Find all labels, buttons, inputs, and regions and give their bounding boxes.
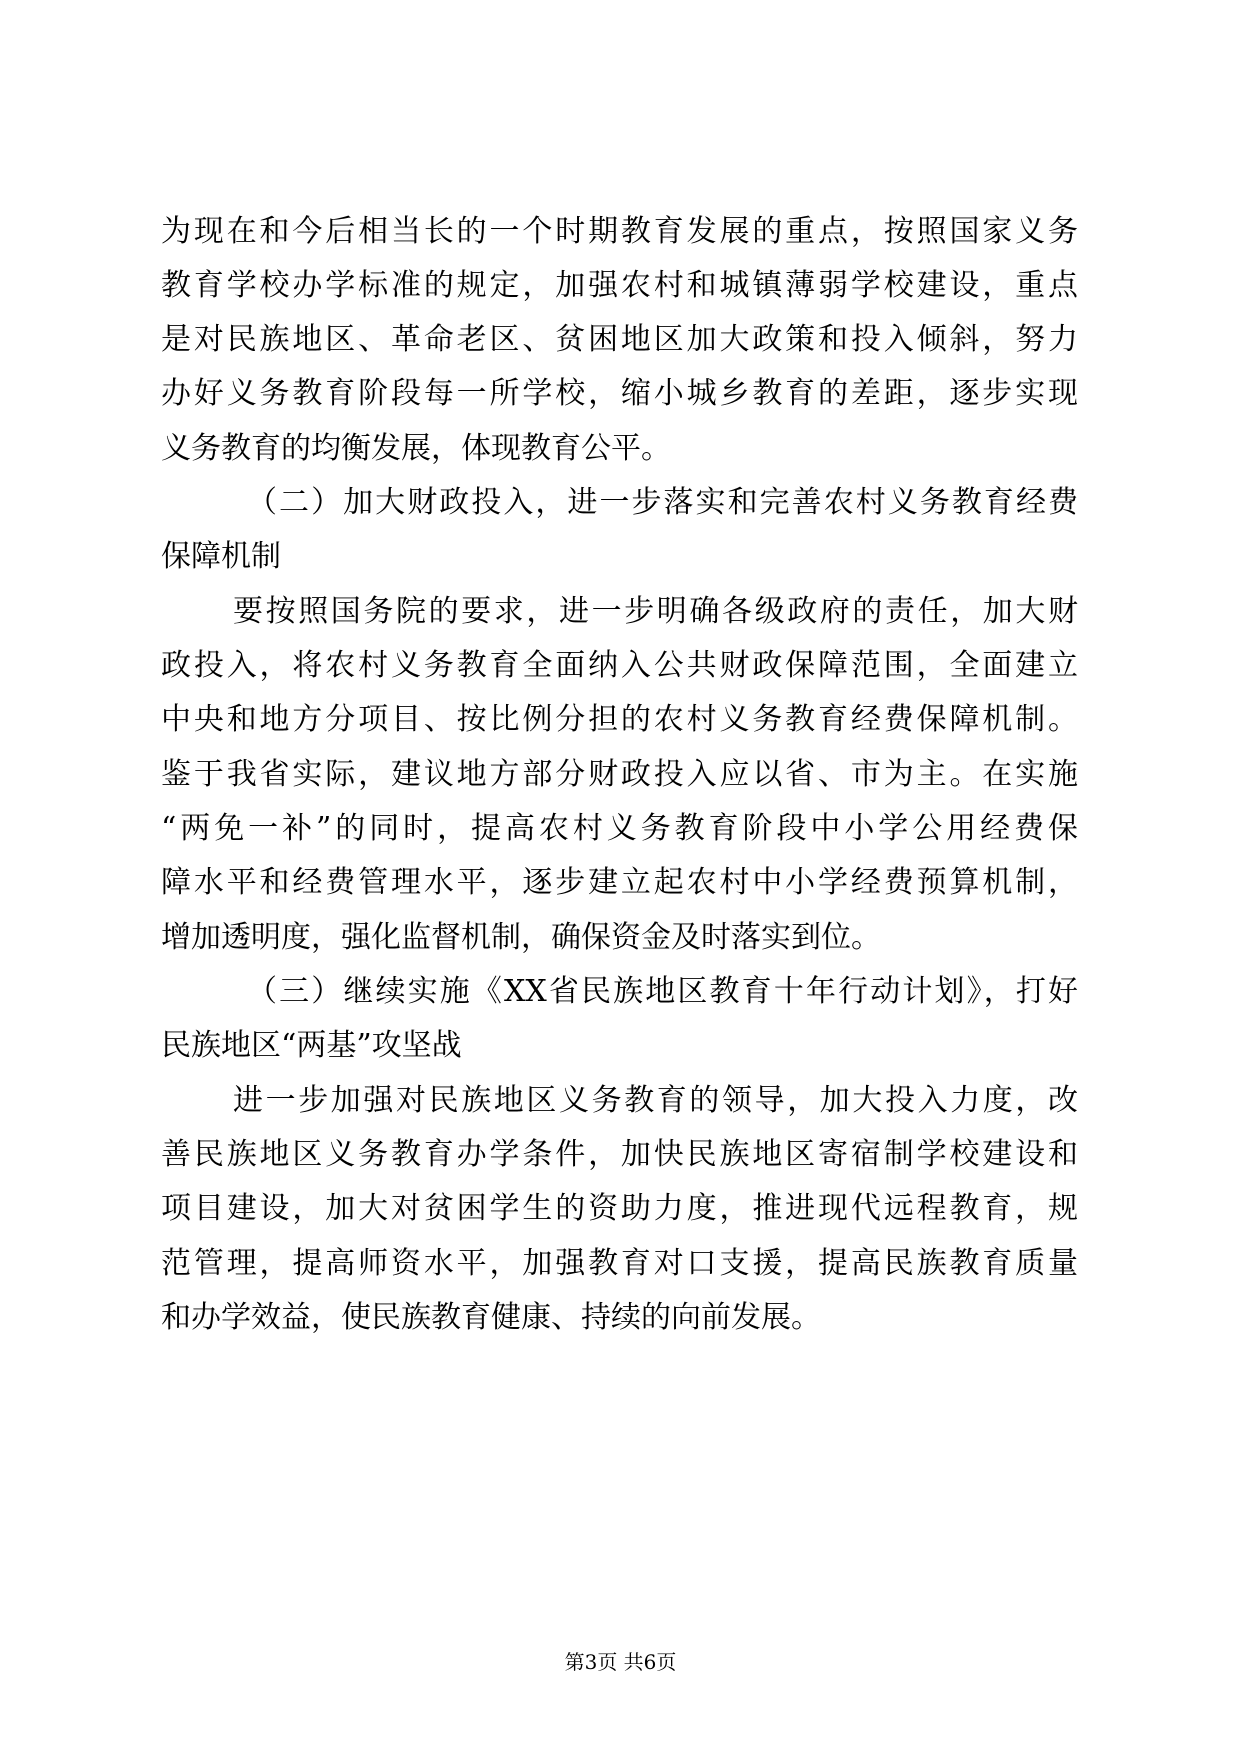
body-text-line: 是对民族地区、革命老区、贫困地区加大政策和投入倾斜，努力 [161,322,1078,357]
body-text-line: 和办学效益，使民族教育健康、持续的向前发展。 [161,1300,821,1335]
body-text-line: 政投入，将农村义务教育全面纳入公共财政保障范围，全面建立 [161,648,1078,683]
section-heading-line: 民族地区“两基”攻坚战 [161,1028,462,1063]
body-text-line: 进一步加强对民族地区义务教育的领导，加大投入力度，改 [233,1083,1078,1118]
body-text-line: 障水平和经费管理水平，逐步建立起农村中小学经费预算机制， [161,865,1078,900]
body-text-line: 善民族地区义务教育办学条件，加快民族地区寄宿制学校建设和 [161,1137,1078,1172]
body-text-line: 项目建设，加大对贫困学生的资助力度，推进现代远程教育，规 [161,1191,1078,1226]
section-heading-line: （三）继续实施《XX省民族地区教育十年行动计划》，打好 [247,974,1078,1009]
body-text-line: 鉴于我省实际，建议地方部分财政投入应以省、市为主。在实施 [161,757,1078,792]
body-text-line: 增加透明度，强化监督机制，确保资金及时落实到位。 [161,920,881,955]
body-text-line: 要按照国务院的要求，进一步明确各级政府的责任，加大财 [233,594,1078,629]
body-text-line: “两免一补”的同时，提高农村义务教育阶段中小学公用经费保 [161,811,1078,846]
body-text-line: 办好义务教育阶段每一所学校，缩小城乡教育的差距，逐步实现 [161,376,1078,411]
section-heading-line: 保障机制 [161,539,281,574]
body-text-line: 为现在和今后相当长的一个时期教育发展的重点，按照国家义务 [161,214,1078,249]
body-text-line: 教育学校办学标准的规定，加强农村和城镇薄弱学校建设，重点 [161,268,1078,303]
body-text-line: 义务教育的均衡发展，体现教育公平。 [161,431,671,466]
section-heading-line: （二）加大财政投入，进一步落实和完善农村义务教育经费 [247,485,1078,520]
page-number-footer: 第3页 共6页 [564,1650,677,1674]
body-text-line: 中央和地方分项目、按比例分担的农村义务教育经费保障机制。 [161,702,1078,737]
body-text-line: 范管理，提高师资水平，加强教育对口支援，提高民族教育质量 [161,1246,1078,1281]
